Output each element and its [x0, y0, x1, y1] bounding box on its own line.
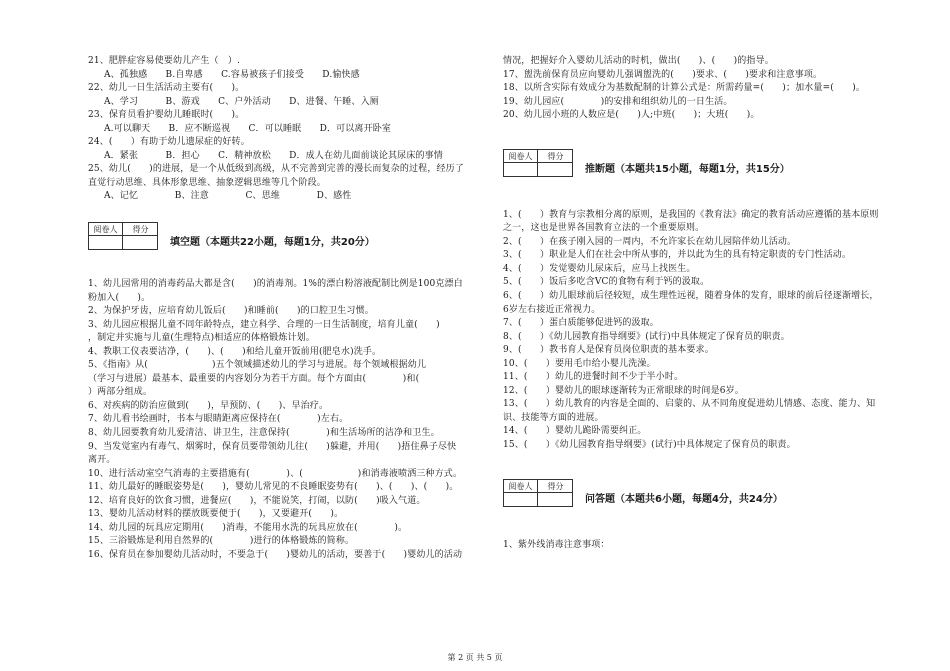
- score-box: [88, 222, 158, 250]
- judge-line: 1、( ）教育与宗教相分离的原则，是我国的《教育法》确定的教育活动应遵循的基本原则: [503, 209, 879, 220]
- judge-line: 之一，这也是世界各国教育立法的一个重要原则。: [503, 223, 705, 234]
- qa-question-1: 1、紫外线消毒注意事项：: [503, 539, 610, 550]
- reviewer-cell: [504, 163, 538, 176]
- judge-line: 识、技能等方面的进展。: [503, 412, 604, 423]
- fill-line: ，制定并实施与儿童(生理特点)相适应的体格锻炼计划。: [88, 333, 315, 344]
- fill-line: 18、以所含实际有效成分为基数配制的计算公式是：所需药量=( )；加水量=( )。: [503, 83, 866, 94]
- judge-line: 7、( ）蛋白质能够促进钙的汲取。: [503, 318, 659, 329]
- fill-line: 8、幼儿园要教育幼儿爱清洁、讲卫生，注意保持( )和生活场所的洁净和卫生。: [88, 428, 440, 439]
- fill-line: 20、幼儿园小班的人数应是( )人;中班( )；大班( )。: [503, 110, 760, 121]
- fill-section-header: [88, 222, 488, 254]
- fill-line: 12、培育良好的饮食习惯，进餐应( )，不能说笑，打闹，以防( )吸入气道。: [88, 495, 426, 506]
- score-cell: [538, 163, 573, 176]
- fill-line: 16、保育员在参加婴幼儿活动时，不要急于( )婴幼儿的活动，要善于( )婴幼儿的活动: [88, 549, 463, 560]
- fill-line: 15、三浴锻炼是利用自然界的( )进行的体格锻炼的简称。: [88, 536, 355, 547]
- judge-section-title: 推断题（本题共15小题，每题1分，共15分）: [585, 163, 790, 175]
- reviewer-label: 阅卷人: [504, 480, 538, 493]
- judge-line: 5、( ）饭后多吃含VC的食物有利于钙的汲取。: [503, 277, 710, 288]
- score-label: 得分: [538, 150, 573, 163]
- fill-line: 10、进行活动室空气消毒的主要措施有( )、( )和消毒液喷洒三种方式。: [88, 468, 463, 479]
- page-footer: 第 2 页 共 5 页: [447, 653, 503, 662]
- fill-line: 3、幼儿园应根据儿童不同年龄特点，建立科学、合理的一日生活制度，培育儿童( ): [88, 319, 440, 330]
- fill-line: 1、幼儿园常用的消毒药品大都是含( )的消毒剂。1%的漂白粉溶液配制比例是100克漂白: [88, 279, 463, 290]
- question-23-options: A.可以聊天 B．应不断巡视 C．可以睡眠 D．可以离开卧室: [104, 123, 392, 134]
- judge-line: 6岁左右接近正常视力。: [503, 304, 601, 315]
- question-25-options: A、记忆 B、注意 C、思维 D、感性: [104, 191, 352, 202]
- score-box: [503, 479, 573, 507]
- judge-line: 2、( ）在孩子刚入园的一周内，不允许家长在幼儿园陪伴幼儿活动。: [503, 236, 797, 247]
- judge-line: 8、( ）《幼儿园教育指导纲要》(试行)中具体规定了保育员的职责。: [503, 331, 790, 342]
- score-box: [503, 149, 573, 177]
- fill-line: 粉加入( )。: [88, 292, 151, 303]
- judge-line: 10、( ）要用毛巾给小婴儿洗澡。: [503, 358, 656, 369]
- left-column: [88, 55, 488, 563]
- judge-line: 11、( ）幼儿的进餐时间不少于半小时。: [503, 372, 684, 383]
- question-25-line-1: 25、幼儿( )的进展，是一个从低级到高级，从不完善到完善的漫长而复杂的过程，经历了: [88, 164, 464, 175]
- fill-line: 4、教职工仪表要洁净，( )、( )和给儿童开饭前用(肥皂水)洗手。: [88, 346, 382, 357]
- fill-line: 19、幼儿园应( )的安排和组织幼儿的一日生活。: [503, 96, 733, 107]
- fill-line: 情况，把握好介入婴幼儿活动的时机，做出( )、( )的指导。: [503, 56, 774, 66]
- fill-section-title: 填空题（本题共22小题，每题1分，共20分）: [170, 237, 375, 249]
- judge-line: 9、( ）教书育人是保育员岗位职责的基本要求。: [503, 345, 714, 356]
- score-cell: [123, 236, 158, 249]
- fill-line: 5、《指南》从( )五个领域描述幼儿的学习与进展。每个领域根据幼儿: [88, 360, 427, 371]
- fill-line: 9、当发觉室内有毒气、烟雾时，保育员要带领幼儿往( )躲避，并用( )捂住鼻子尽快: [88, 441, 457, 452]
- score-cell: [538, 493, 573, 506]
- question-21: 21、肥胖症容易使要幼儿产生（ ）.: [88, 56, 241, 66]
- fill-line: 2、为保护牙齿，应培育幼儿饭后( )和睡前( )的口腔卫生习惯。: [88, 306, 374, 317]
- judge-line: 15、( ）《幼儿园教育指导纲要》(试行)中具体规定了保育员的职责。: [503, 440, 796, 451]
- fill-line: 11、幼儿最好的睡眠姿势是( )，婴幼儿常见的不良睡眠姿势有( )、( )、( )。: [88, 482, 459, 493]
- question-22: 22、幼儿一日生活活动主要有( )。: [88, 83, 245, 94]
- fill-line: ）两部分组成。: [88, 387, 153, 398]
- fill-line: （学习与进展）最基本、最重要的内容划分为若干方面。每个方面由( )和(: [88, 373, 438, 384]
- question-21-options: A、孤独感 B.自卑感 C.容易被孩子们接受 D.愉快感: [104, 69, 360, 80]
- reviewer-cell: [89, 236, 123, 249]
- qa-section-title: 问答题（本题共6小题，每题4分，共24分）: [585, 493, 783, 505]
- fill-line: 14、幼儿园的玩具应定期用( )消毒，不能用水洗的玩具应放在( )。: [88, 522, 408, 533]
- score-label: 得分: [123, 223, 158, 236]
- qa-section-header: [503, 479, 908, 511]
- judge-line: 13、( ）幼儿教育的内容是全面的、启蒙的、从不同角度促进幼儿情感、态度、能力、知: [503, 399, 876, 410]
- right-column: [503, 55, 908, 552]
- judge-line: 3、( ）职业是人们在社会中所从事的，并以此为生的具有特定职责的专门性活动。: [503, 250, 852, 261]
- fill-line: 13、婴幼儿活动材料的摆放既要便于( )，又要避开( )。: [88, 509, 344, 520]
- fill-line: 17、盥洗前保育员应向婴幼儿强调盥洗的( )要求、( )要求和注意事项。: [503, 69, 823, 80]
- fill-line: 6、对疾病的防治应做到( )，早预防、( )、早治疗。: [88, 400, 329, 411]
- question-25-line-2: 直觉行动思维、具体形象思维、抽象逻辑思维等几个阶段。: [88, 177, 326, 188]
- score-label: 得分: [538, 480, 573, 493]
- question-22-options: A、学习 B、游戏 C、户外活动 D、进餐、午睡、入厕: [104, 96, 379, 107]
- reviewer-cell: [504, 493, 538, 506]
- judge-line: 6、( ）幼儿眼球前后径较短，成生理性远视，随着身体的发育，眼球的前后径逐渐增长，: [503, 291, 879, 302]
- fill-line: 离开。: [88, 455, 116, 466]
- question-24-options: A．紧张 B．担心 C．精神放松 D．成人在幼儿面前谈论其尿床的事情: [104, 150, 443, 161]
- fill-line: 7、幼儿看书绘画时，书本与眼睛距离应保持在( )左右。: [88, 414, 349, 425]
- question-24: 24、( ）有助于幼儿遗尿症的好转。: [88, 137, 250, 148]
- judge-section-header: [503, 149, 908, 181]
- judge-line: 4、( ）发觉婴幼儿尿床后，应马上找医生。: [503, 263, 696, 274]
- reviewer-label: 阅卷人: [89, 223, 123, 236]
- judge-line: 14、( ）婴幼儿跪卧需要纠正。: [503, 426, 647, 437]
- reviewer-label: 阅卷人: [504, 150, 538, 163]
- question-23: 23、保育员看护婴幼儿睡眠时( )。: [88, 110, 245, 121]
- judge-line: 12、( ）婴幼儿的眼球逐渐转为正常眼球的时间是6岁。: [503, 385, 744, 396]
